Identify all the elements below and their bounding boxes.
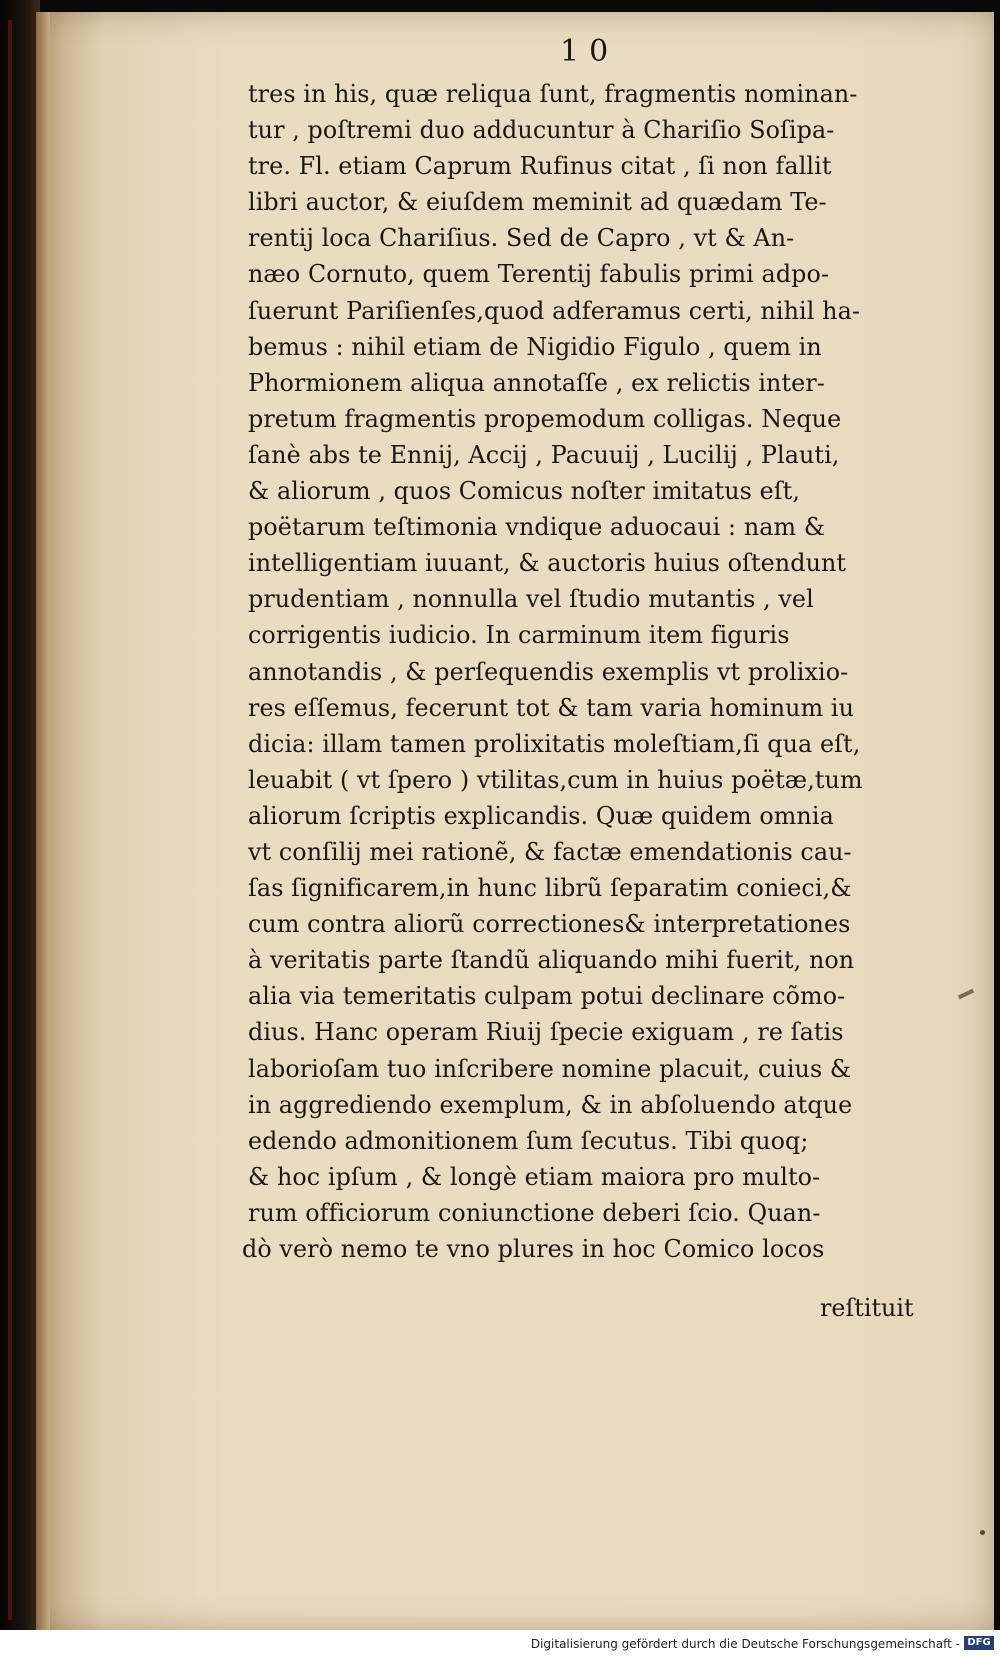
text-line: ſas ſignificarem,in hunc librũ ſeparatim conieci,&: [248, 874, 852, 903]
text-line: laborioſam tuo inſcribere nomine placuit, cuius &: [248, 1054, 852, 1083]
text-line: in aggrediendo exemplum, & in abſoluendo atque: [248, 1090, 853, 1119]
text-line: tres in his, quæ reliqua ſunt, fragmentis nominan-: [248, 80, 858, 108]
text-line: dius. Hanc operam Riuij ſpecie exiguam , re ſatis: [248, 1018, 844, 1047]
binding-shadow: [0, 0, 40, 1630]
text-line: alia via temeritatis culpam potui declinare cõmo-: [248, 982, 846, 1011]
text-line: leuabit ( vt ſpero ) vtilitas,cum in huius poëtæ,tum: [248, 765, 863, 794]
text-line: poëtarum teſtimonia vndique aduocaui : nam &: [248, 513, 826, 542]
text-line: næo Cornuto, quem Terentij fabulis primi adpo-: [248, 260, 830, 289]
text-line: res eſſemus, fecerunt tot & tam varia hominum iu: [248, 693, 855, 722]
text-line: pretum fragmentis propemodum colligas. Neque: [248, 404, 842, 433]
text-line: edendo admonitionem ſum ſecutus. Tibi quoq;: [248, 1126, 809, 1155]
margin-dot: [980, 1530, 985, 1535]
text-line: bemus : nihil etiam de Nigidio Figulo , quem in: [248, 332, 822, 361]
text-line: dò verò nemo te vno plures in hoc Comico locos: [242, 1235, 825, 1263]
text-line: cum contra aliorũ correctiones& interpretationes: [248, 910, 851, 939]
text-line: rentij loca Chariſius. Sed de Capro , vt & An-: [248, 224, 795, 253]
text-line: tre. Fl. etiam Caprum Rufinus citat , ſi non fallit: [248, 152, 832, 181]
funding-notice: Digitalisierung gefördert durch die Deutsche Forschungsgemeinschaft -: [530, 1637, 960, 1651]
text-line: libri auctor, & eiuſdem meminit ad quædam Te-: [248, 188, 827, 217]
text-line: aliorum ſcriptis explicandis. Quæ quidem omnia: [248, 801, 834, 830]
text-line: vt conſilij mei rationẽ, & factæ emendationis cau-: [248, 837, 852, 866]
text-line: ſuerunt Pariſienſes,quod adferamus certi, nihil ha-: [248, 296, 861, 325]
text-line: intelligentiam iuuant, & auctoris huius oſtendunt: [248, 549, 847, 578]
text-line: tur , poſtremi duo adducuntur à Chariſio Soſipa-: [248, 116, 835, 145]
text-line: & hoc ipſum , & longè etiam maiora pro multo-: [248, 1162, 821, 1191]
text-line: corrigentis iudicio. In carminum item figuris: [248, 621, 790, 650]
page-gutter: [36, 12, 50, 1630]
text-line: à veritatis parte ſtandũ aliquando mihi fuerit, non: [248, 946, 855, 975]
text-line: Phormionem aliqua annotaſſe , ex relictis inter-: [248, 368, 825, 397]
text-line: ſanè abs te Ennij, Accij , Pacuuij , Lucilij , Plauti,: [248, 440, 840, 469]
body-text: [242, 76, 948, 1267]
dfg-logo-icon: DFG: [964, 1636, 994, 1650]
catchword: reſtituit: [820, 1294, 914, 1322]
text-line: annotandis , & perſequendis exemplis vt prolixio-: [248, 657, 849, 686]
text-line: & aliorum , quos Comicus noſter imitatus eſt,: [248, 477, 801, 506]
text-line: prudentiam , nonnulla vel ſtudio mutantis , vel: [248, 585, 814, 614]
text-line: rum officiorum coniunctione deberi ſcio. Quan-: [248, 1198, 821, 1227]
book-edge: [8, 20, 12, 1620]
page-number: 10: [560, 34, 619, 69]
text-line: dicia: illam tamen prolixitatis moleſtiam,ſi qua eſt,: [248, 729, 861, 758]
